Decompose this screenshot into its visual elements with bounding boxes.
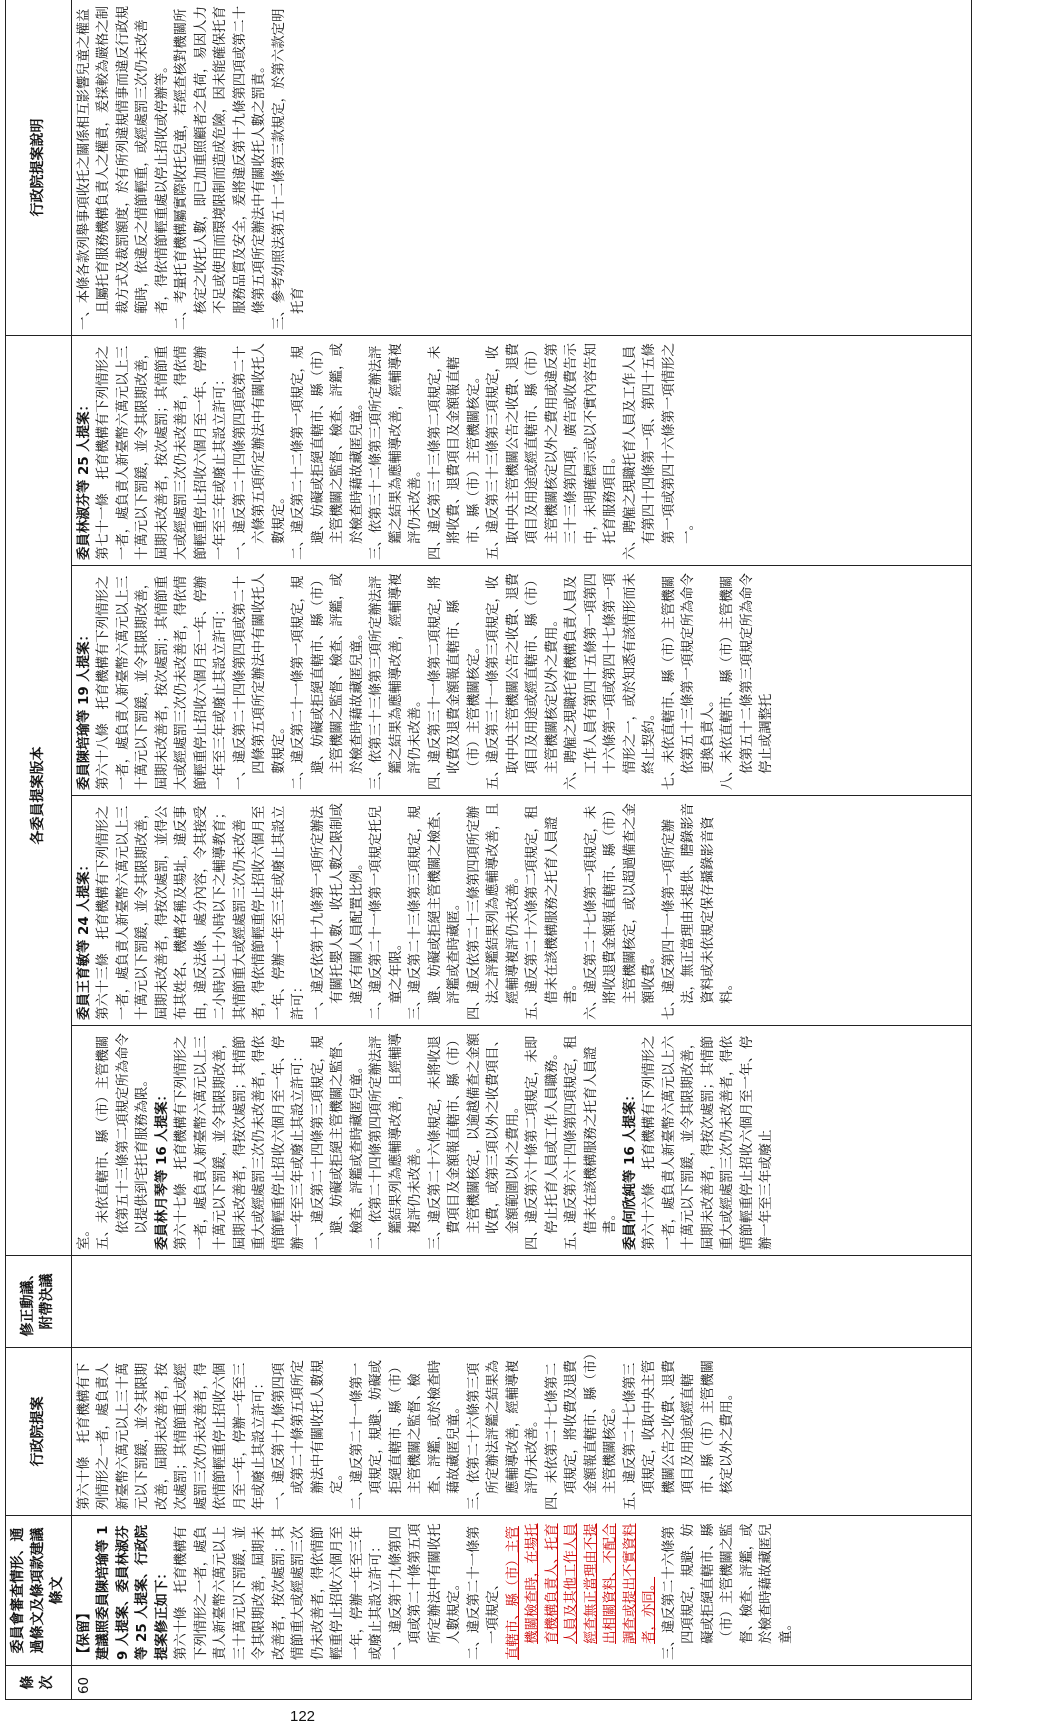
committee-intro: 建議照委員陳培瑜等 19 人提案、委員林淑芬等 25 人提案、行政院提案修正如下： (96, 1524, 170, 1660)
version-item: 四、違反第三十一條第二項規定，將收費及退費金額報直轄市、縣（市）主管機關核定。 (427, 575, 482, 790)
version-item: 三、違反第二十三條第三項規定，規避、妨礙或拒絕主管機關之檢查、評鑑或查時藏匿。 (408, 803, 462, 1020)
version-prefix: 室。 (76, 1223, 92, 1250)
version-item: 六、聘僱之現職托育機構負責人員及工作人員有第四十五條第一項第四十六條第一項或第四十七條第一項情形之一，或於知悉有該情形而未終止契約。 (564, 573, 657, 790)
version-cell (71, 336, 971, 566)
header-committee: 委員會審查情形、通過條文及條項款建議條文 (6, 1516, 72, 1666)
version-item: 一、違反第二十四條第三項規定，規避、妨礙或拒絕主管機關之監督、檢查、評鑑或查時藏匿兒童。 (310, 1033, 365, 1250)
version-item: 五、違反第三十一條第三項規定，收取中央主管機關公告之收費、退費項目及用途或經直轄市、縣（市）主管機關核定以外之費用。 (486, 573, 560, 790)
header-row (6, 0, 72, 1700)
note-item: 三、參考幼照法第五十二條第三款規定，於第六款定明托育 (271, 8, 306, 330)
version-item: 七、違反第四十一條第一項所定辦法，無正當理由未提供、謄錄影音資料或未依規定保存攝錄影音資料。 (661, 803, 735, 1020)
version-title: 委員何欣純等 16 人提案： (622, 1088, 638, 1250)
version-item: 三、依第三十三條第三項所定辦法評鑑之結果為應輔導改善，經輔導複評仍未改善。 (369, 573, 423, 790)
article-number: 60 (71, 1666, 971, 1700)
version-item: 五、違反第六十四條第四項規定，租借未在該機構服務之托育人員證書。 (564, 1035, 618, 1250)
note-item: 一、本條各款列舉事項收托之關係相互影響兒童之權益且屬托育服務機構負責人之權責，爰採較為嚴格之制裁方式及裁罰額度，於有所列違規情事而違反行政規範時，依違反之情節輕重，或經處罰三次仍未改善者，得依情節輕重處以停止招收或停辦等。 (76, 5, 170, 330)
version-cell (71, 796, 971, 1026)
header-note: 行政院提案說明 (6, 0, 72, 336)
version-item: 四、違反第六十條第二項規定，未即停止托育人員或工作人員職務。 (525, 1035, 560, 1250)
version-title: 委員林月琴等 16 人提案： (154, 1088, 170, 1250)
version-item: 六、違反第二十七條第一項規定，未將收退費金額報直轄市、縣（市）主管機關核定，或以超過備查之金額收費。 (583, 803, 657, 1020)
committee-cell (71, 1516, 971, 1666)
committee-item: 一、違反第十九條第四項或第二十條第五項所定辦法中有關收托人數規定。 (388, 1523, 462, 1660)
version-body: 第六十七條 托育機構有下列情形之一者，處負責人新臺幣六萬元以上三十萬元以下罰鍰，並令其限期改善，屆期未改善者，得按次處罰；其情節重大或經處罰三次仍未改善者，得依情節輕重停止招收六個月至一年、停辦一年至三年或廢止其設立許可： (174, 1035, 306, 1250)
version-body: 第七十一條 托育機構有下列情形之一者，處負責人新臺幣六萬元以上三十萬元以下罰鍰，並令其限期改善，屆期未改善者，按次處罰；其情節重大或經處罰三次仍未改善者，得依情節輕重停止招收六個月至一年、停辦一年至三年或廢止其設立許可： (96, 345, 228, 560)
committee-amended-text: 直轄市、縣（市）主管機關檢查時，在場托育機構負責人、托育人員及其他工作人員經查無正當理由不提出相關資料、不配合調查或提出不實資料者，亦同。 (505, 1523, 657, 1660)
version-item: 二、違反第二十二條第一項規定，規避、妨礙或拒絕直轄市、縣（市）主管機關之監督、檢查、評鑑，或於檢查時藉故藏匿兒童。 (291, 343, 365, 560)
header-versions: 各委員提案版本 (6, 336, 72, 1256)
version-item: 五、違反第二十六條第二項規定，租借未在該機構服務之托育人員證書。 (525, 805, 579, 1020)
amend-cell (71, 1256, 971, 1348)
comparison-table (5, 0, 972, 1700)
version-body: 第六十三條 托育機構有下列情形之一者，處負責人新臺幣六萬元以上三十萬元以下罰鍰，並令其限期改善，屆期未改善者，得按次處罰，並得公布其姓名、機構名稱及場址，違反事由，違反法條、處分內容，令其接受二小時以上十小時以下之輔導教育；其情節重大或經處罰三次仍未改善者，得依情節輕重停止招收六個月至一年、停辦一年至三年或廢止其設立許可： (96, 805, 306, 1020)
version-title: 委員王育敏等 24 人提案： (76, 858, 92, 1020)
version-item: 二、依第二十四條第四項所定辦法評鑑結果列為應輔導改善，且經輔導複評仍未改善。 (369, 1033, 423, 1250)
status-label: 【保留】 (76, 1606, 92, 1660)
version-title: 委員陳培瑜等 19 人提案： (76, 628, 92, 790)
version-cell (71, 1026, 971, 1256)
version-item: 三、依第三十二條第三項所定辦法評鑑之結果為應輔導改善，經輔導複評仍未改善。 (369, 343, 423, 560)
version-item: 八、未依直轄市、縣（市）主管機關依第五十二條第三項規定所為命令停止或調整托 (720, 573, 774, 790)
table-row (71, 0, 971, 1700)
executive-item: 四、未依第二十七條第二項規定，將收費及退費金額報直轄市、縣（市）主管機關核定。 (544, 1353, 618, 1510)
committee-item: 三、違反第二十六條第四項規定，規避、妨礙或拒絕直轄市、縣（市）主管機關之監督、檢查、評鑑，或於檢查時藉故藏匿兒童。 (661, 1523, 794, 1660)
version-title: 委員林淑芬等 25 人提案： (76, 398, 92, 560)
executive-body: 第六十條 托育機構有下列情形之一者，處負責人新臺幣六萬元以上三十萬元以下罰鍰，並令其限期改善，屆期未改善者，按次處罰；其情節重大或經處罰三次仍未改善者，得依情節輕重停止招收六個月至一年，停辦一年至三年或廢止其設立許可： (76, 1362, 267, 1510)
version-item: 五、未依直轄市、縣（市）主管機關依第五十三條第二項規定所為命令以提供到宅托育服務為限。 (96, 1033, 150, 1250)
committee-body: 第六十條 托育機構有下列情形之一者，處負責人新臺幣六萬元以上三十萬元以下罰鍰，並令其限期改善，屆期未改善者，按次處罰；其情節重大或經處罰三次仍未改善者，得依情節輕重停止招收六個月至一年，停辦一年至三年或廢止其設立許可： (174, 1526, 384, 1660)
header-article: 條次 (6, 1666, 72, 1700)
committee-item: 二、違反第二十一條第一項規定、 (466, 1526, 501, 1660)
note-cell (71, 0, 971, 336)
version-item: 二、違反第二十一條第一項規定，規避、妨礙或拒絕直轄市、縣（市）主管機關之監督、檢查、評鑑，或於檢查時藉故藏匿兒童。 (291, 573, 365, 790)
version-item: 三、違反第二十六條規定，未將收退費項目及金額報直轄市、縣（市）主管機關核定，以逾越備查之金額收費，或第三項以外之收費項目、金額範圍以外之費用。 (427, 1033, 521, 1250)
version-item: 六、聘僱之現職托育人員及工作人員有第四十四條第一項、第四十五條第一項或第四十六條第一項情形之一。 (622, 343, 696, 560)
version-item: 二、違反第二十一條第一項規定托兒童之年限。 (369, 805, 404, 1020)
executive-item: 三、依第二十六條第三項所定辦法評鑑之結果為應輔導改善，經輔導複評仍未改善。 (466, 1360, 540, 1510)
executive-cell (71, 1348, 971, 1516)
executive-item: 一、違反第十九條第四項或第二十條第五項所定辦法中有關收托人數規定。 (271, 1360, 345, 1510)
version-body: 第六十六條 托育機構有下列情形之一者，處負責人新臺幣六萬元以上六十萬元以下罰鍰，並令其限期改善，屆期未改善者，得按次處罰；其情節重大或經處罰三次仍未改善者，得依情節輕重停止招收六個月至一年、停辦一年至三年或廢止 (642, 1035, 774, 1250)
executive-item: 二、違反第二十一條第一項規定，規避、妨礙或拒絕直轄市、縣（市）主管機關之監督、檢查、評鑑，或於檢查時藉故藏匿兒童。 (349, 1360, 462, 1510)
version-item: 一、違反第二十四條第四項或第二十六條第五項所定辦法中有關收托人數規定。 (232, 343, 287, 560)
version-item: 七、未依直轄市、縣（市）主管機關依第五十三條第一項規定所為命令更換負責人。 (661, 573, 716, 790)
version-cell (71, 566, 971, 796)
version-body: 第六十八條 托育機構有下列情形之一者，處負責人新臺幣六萬元以上三十萬元以下罰鍰，並令其限期改善，屆期未改善者，按次處罰；其情節重大或經處罰三次仍未改善者，得依情節輕重停止招收六個月至一年、停辦一年至三年或廢止其設立許可： (96, 575, 228, 790)
version-item: 四、違反第三十三條第二項規定，未將收費、退費項目及金額報直轄市、縣（市）主管機關核定。 (427, 345, 482, 560)
note-item: 二、考量托育機構屬實際收托兒童，若經查核對機關所核定之收托人數，即已加重照顧者之負荷，易因人力不足或使用而環境限制而造成危險，因未能確保托育服務品質及安全，爰將違反第十九條第四項或第二十條第五項所定辦法中有關收托人數之罰責。 (174, 5, 267, 330)
version-item: 四、違反依第二十三條第四項所定辦法之評鑑結果列為應輔導改善，且經輔導複評仍未改善。 (466, 803, 521, 1020)
page-number: 122 (290, 1708, 316, 1725)
version-item: 一、違反第二十四條第四項或第二十四條第五項所定辦法中有關收托人數規定。 (232, 573, 287, 790)
header-amend: 修正動議、附帶決議 (6, 1256, 72, 1348)
header-executive: 行政院提案 (6, 1348, 72, 1516)
version-item: 五、違反第三十三條第三項規定，收取中央主管機關公告之收費、退費項目及用途或經直轄市、縣（市）主管機關核定以外之費用或違反第三十三條第四項，廣告或收費告示中，未明確標示或以不實內容告知托育服務項目。 (486, 343, 618, 560)
version-item: 一、違反依第十九條第一項所定辦法有關托嬰人數、收托人數之限制或違反有關人員配置比例。 (310, 803, 365, 1020)
rotated-page (5, 0, 1005, 1700)
executive-item: 五、違反第二十七條第三項規定，收取中央主管機關公告之收費、退費項目及用途或經直轄市、縣（市）主管機關核定以外之費用。 (622, 1360, 735, 1510)
